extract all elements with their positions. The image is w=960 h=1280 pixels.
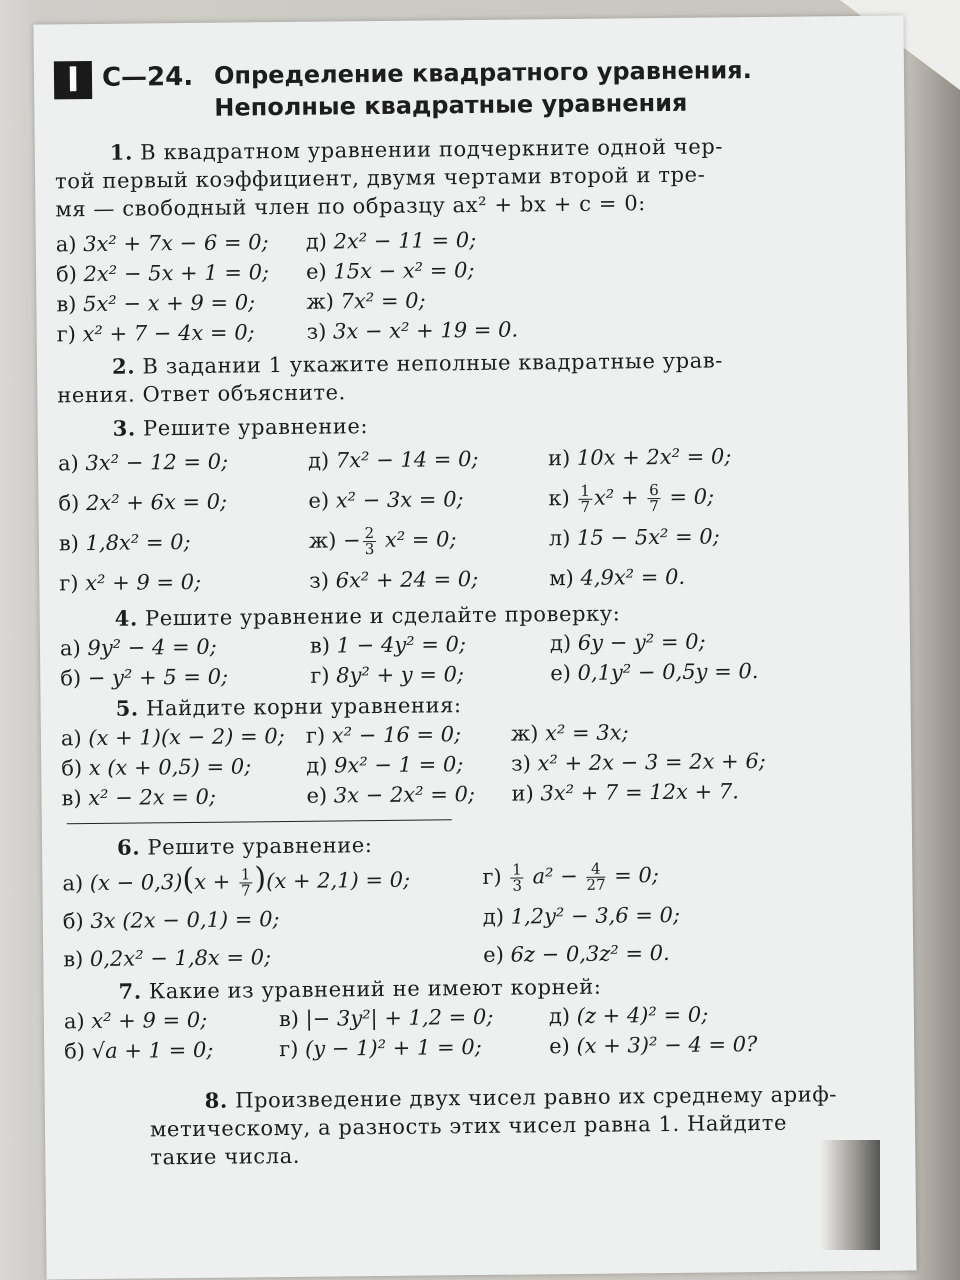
- task-6-equations: [62, 854, 903, 979]
- task-1-item: з) 3x − x² + 19 = 0.: [306, 317, 519, 344]
- task-3-number: 3.: [112, 415, 136, 441]
- task-5-item: ж) x² = 3x;: [510, 720, 629, 746]
- task-5-item: б) x (x + 0,5) = 0;: [61, 754, 252, 781]
- task-1-text-line3: мя — свободный член по образцу ax² + bx + c = 0:: [55, 191, 647, 222]
- task-3-item: и) 10x + 2x² = 0;: [547, 444, 732, 471]
- task-3-item: б) 2x² + 6x = 0;: [58, 489, 228, 516]
- worksheet-content: [54, 41, 906, 1173]
- task-7-item: д) (z + 4)² = 0;: [548, 1002, 709, 1029]
- worksheet-code: С—24.: [101, 61, 194, 93]
- task-7-item: е) (x + 3)² − 4 = 0?: [549, 1032, 758, 1059]
- task-5-number: 5.: [115, 695, 139, 721]
- task-6-item: д) 1,2y² − 3,6 = 0;: [482, 902, 681, 929]
- task-7-item: б) √a + 1 = 0;: [64, 1037, 214, 1064]
- task-4-item: д) 6y − y² = 0;: [549, 629, 706, 656]
- task-1-item: д) 2x² − 11 = 0;: [305, 227, 477, 254]
- task-2-text-line2: нения. Ответ объясните.: [57, 380, 347, 408]
- task-7-number: 7.: [118, 978, 142, 1004]
- task-4-item: б) − y² + 5 = 0;: [60, 664, 229, 691]
- task-3-heading: 3. Решите уравнение:: [112, 414, 369, 441]
- task-6-heading: 6. Решите уравнение:: [116, 833, 373, 860]
- fraction: $\frac{1}{7}$: [580, 481, 591, 516]
- task-5-heading: 5. Найдите корни уравнения:: [115, 693, 462, 721]
- task-6-item: е) 6z − 0,3z² = 0.: [483, 940, 670, 967]
- task-5-item: з) x² + 2x − 3 = 2x + 6;: [511, 748, 766, 776]
- task-1-item: е) 15x − x² = 0;: [305, 257, 475, 284]
- task-7-item: г) (y − 1)² + 1 = 0;: [279, 1034, 482, 1062]
- task-4-item: а) 9y² − 4 = 0;: [59, 634, 217, 661]
- task-1-text-line2: той первый коэффициент, двумя чертами второй и тре-: [54, 162, 706, 194]
- task-4-equations: [60, 625, 901, 694]
- task-8-text-line2: метическому, а разность этих чисел равна 1. Найдите: [149, 1110, 788, 1142]
- task-6-item: б) 3x (2x − 0,1) = 0;: [62, 907, 280, 934]
- task-3-item: д) 7x² − 14 = 0;: [307, 446, 479, 473]
- fraction: $\frac{1}{3}$: [512, 860, 523, 895]
- task-1-item: в) 5x² − x + 9 = 0;: [56, 290, 256, 317]
- task-3-equations: [58, 435, 900, 604]
- task-5-item: г) x² − 16 = 0;: [305, 722, 462, 748]
- task-1-number: 1.: [109, 139, 134, 165]
- task-6-item: в) 0,2x² − 1,8x = 0;: [63, 945, 272, 972]
- fraction: $\frac{4}{27}$: [586, 859, 606, 894]
- task-5-equations: [61, 715, 902, 814]
- task-1-text: В квадратном уравнении подчеркните одной чер-: [132, 134, 724, 165]
- task-5-item: в) x² − 2x = 0;: [61, 784, 217, 811]
- task-2-number: 2.: [111, 353, 136, 379]
- task-7-heading: 7. Какие из уравнений не имеют корней:: [118, 974, 602, 1004]
- task-7-item: а) x² + 9 = 0;: [63, 1007, 208, 1034]
- task-8-text-line3: такие числа.: [150, 1143, 301, 1170]
- photo-shadow-band: [820, 1140, 880, 1250]
- task-5-item: е) 3x − 2x² = 0;: [306, 782, 476, 808]
- fraction: $\frac{1}{7}$: [240, 865, 251, 900]
- task-7-item: в) |− 3y²| + 1,2 = 0;: [278, 1004, 494, 1032]
- worksheet-page: [33, 15, 916, 1279]
- task-5-item: и) 3x² + 7 = 12x + 7.: [511, 779, 739, 806]
- task-1-item: г) x² + 7 − 4x = 0;: [56, 320, 255, 347]
- task-3-item: л) 15 − 5x² = 0;: [548, 524, 720, 551]
- task-1-item: ж) 7x² = 0;: [306, 288, 426, 314]
- page-subtitle: Неполные квадратные уравнения: [214, 88, 688, 122]
- task-8-text-line1: 8. Произведение двух чисел равно их среднему ариф-: [204, 1082, 838, 1113]
- task-3-item: а) 3x² − 12 = 0;: [57, 449, 229, 476]
- task-3-item: е) x² − 3x = 0;: [308, 487, 464, 513]
- page-header: [54, 41, 895, 140]
- task-1-item: б) 2x² − 5x + 1 = 0;: [55, 260, 270, 287]
- task-3-item: м) 4,9x² = 0.: [549, 564, 686, 591]
- task-1-item: а) 3x² + 7x − 6 = 0;: [55, 230, 269, 257]
- task-3-item: ж) − $\frac{2}{3}$ x² = 0;: [308, 524, 457, 559]
- fraction: $\frac{2}{3}$: [364, 524, 375, 559]
- page-title: Определение квадратного уравнения.: [213, 56, 752, 90]
- task-8-number: 8.: [204, 1087, 228, 1113]
- variant-badge: I: [54, 61, 92, 99]
- task-6-item: а) (x − 0,3)(x + $\frac{1}{7}$ )(x + 2,1) = 0;: [62, 861, 411, 900]
- task-4-item: е) 0,1y² − 0,5y = 0.: [550, 659, 759, 686]
- task-4-item: г) 8y² + y = 0;: [310, 662, 465, 688]
- task-3-item: к) $\frac{1}{7}$ x² + $\frac{6}{7}$ = 0;: [548, 481, 715, 516]
- section-divider: [67, 819, 452, 824]
- task-3-item: в) 1,8x² = 0;: [58, 529, 191, 556]
- fraction: $\frac{6}{7}$: [649, 481, 659, 516]
- task-3-item: г) x² + 9 = 0;: [59, 569, 202, 596]
- task-3-item: з) 6x² + 24 = 0;: [309, 566, 479, 593]
- task-2-text-line1: 2. В задании 1 укажите неполные квадратные урав-: [111, 348, 724, 379]
- task-5-item: а) (x + 1)(x − 2) = 0;: [60, 723, 285, 751]
- task-4-item: в) 1 − 4y² = 0;: [309, 632, 467, 658]
- task-6-number: 6.: [116, 834, 141, 860]
- task-7-equations: [64, 998, 905, 1067]
- task-4-number: 4.: [114, 605, 138, 631]
- task-5-item: д) 9x² − 1 = 0;: [306, 752, 464, 778]
- task-6-item: г) $\frac{1}{3}$ a² − $\frac{4}{27}$ = 0;: [482, 859, 660, 895]
- task-1-equations: [56, 221, 897, 350]
- task-4-heading: 4. Решите уравнение и сделайте проверку:: [114, 601, 621, 631]
